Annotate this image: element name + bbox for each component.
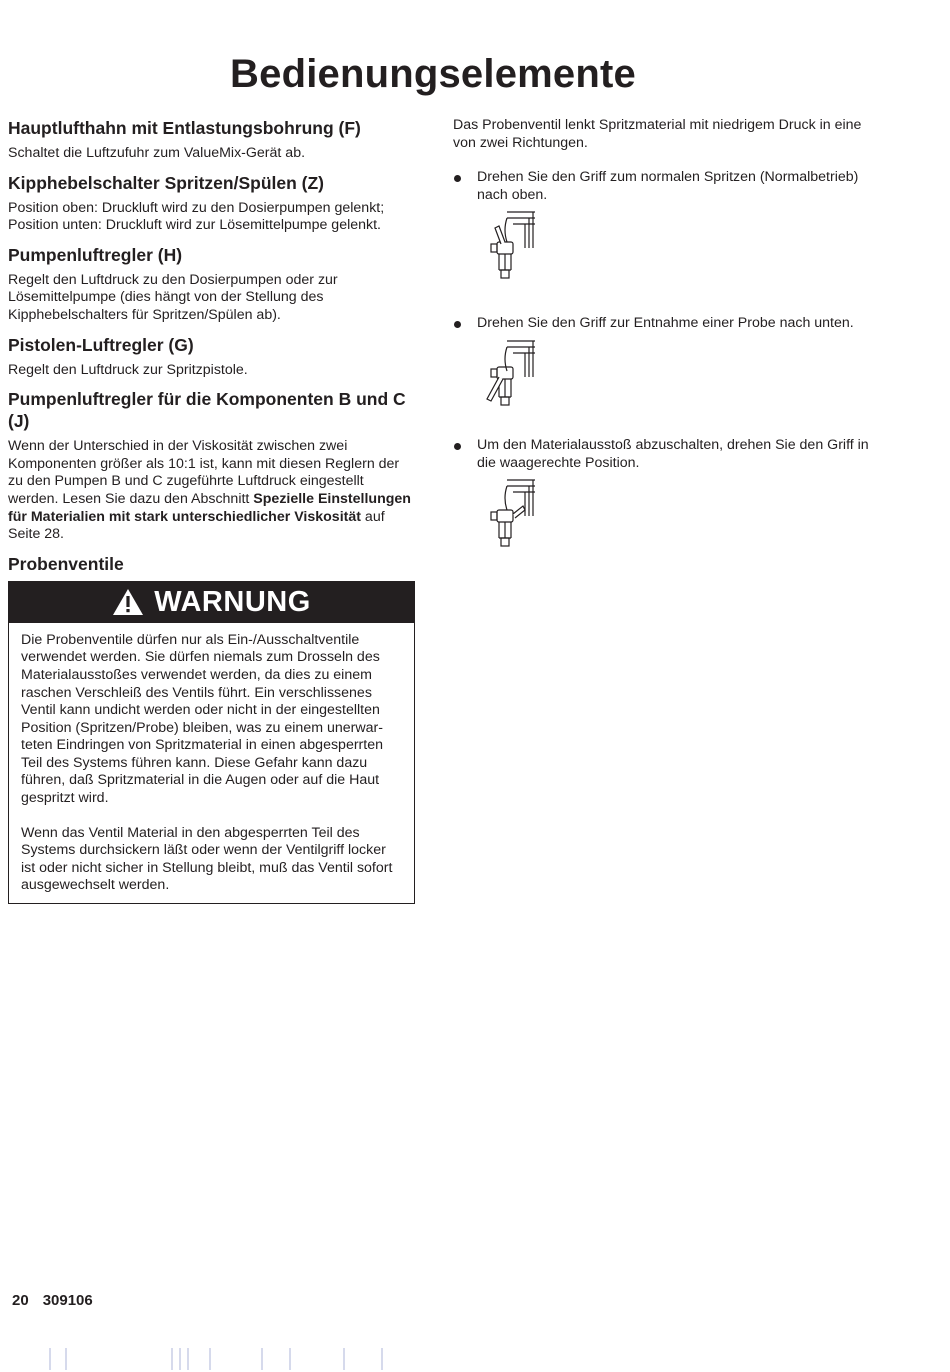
page-footer <box>12 1292 107 1309</box>
section-heading: Pumpenluftregler für die Komponenten B und C (J) <box>8 389 406 432</box>
valve-handle-horizontal-icon <box>477 476 537 548</box>
page-title: Bedienungselemente <box>230 52 636 96</box>
left-column <box>8 117 414 906</box>
valve-handle-up-icon <box>477 208 537 280</box>
scan-artifact-lines <box>0 1348 950 1370</box>
valve-handle-down-icon <box>477 337 537 409</box>
section-text: Schaltet die Luftzufuhr zum ValueMix-Gerät ab. <box>8 145 306 161</box>
warning-paragraph: Wenn das Ventil Material in den abgesperrten Teil des Systems durchsickern läßt oder wenn der Ventilgriff locker ist oder nicht sicher in Stellung bleibt, muß das Ventil sofort ausgewechselt werden. <box>21 824 393 894</box>
intro-text: Das Probenventil lenkt Spritzmaterial mit niedrigem Druck in eine von zwei Richtungen. <box>453 117 862 151</box>
warning-triangle-icon <box>112 588 144 616</box>
document-number: 309106 <box>42 1292 93 1309</box>
section-main-air-valve <box>8 117 414 163</box>
section-text: Regelt den Luftdruck zu den Dosierpumpen oder zur Lösemittelpumpe (dies hängt von der Stellung des Kipphebelschalters für Spritzen/Spülen ab). <box>8 271 338 323</box>
cross-reference: Spezielle Einstellungen für Materialien mit stark unterschiedlicher Viskosität <box>8 490 411 525</box>
bullet-icon <box>454 443 461 450</box>
section-text: Wenn der Unterschied in der Viskosität zwischen zwei Komponenten größer als 10:1 ist, kann mit diesen Reglern der zu den Pumpen B und C zugeführte Luftdruck eingestellt werden. Lesen Sie dazu den Abschnitt Spezielle Einstellungen für Materialien mit stark unterschiedlicher Viskosität auf Seite 28. <box>8 438 411 543</box>
section-text: Regelt den Luftdruck zur Spritzpistole. <box>8 361 248 378</box>
list-item-text: Drehen Sie den Griff zum normalen Spritzen (Normalbetrieb) nach oben. <box>477 169 859 203</box>
section-component-air-regulators <box>8 388 414 544</box>
bullet-icon <box>454 175 461 182</box>
bullet-icon <box>454 321 461 328</box>
section-gun-air-regulator <box>8 334 414 380</box>
warning-paragraph: Die Probenventile dürfen nur als Ein-/Ausschaltventile verwendet werden. Sie dürfen niemals zum Drosseln des Materialausstoßes verwendet werden, da dies zu einem raschen Verschleiß des Ventils führt. Ein verschlissenes Ventil kann undicht werden oder nicht in der eingestellten Position (Spritzen/Probe) bleiben, was zu einem unerwarteten Eindringen von Spritzmaterial in einen abgesperrten Teil des Systems führen kann. Diese Gefahr kann dazu führen, daß Spritzmaterial in die Augen oder auf die Haut gespritzt wird. <box>21 631 384 807</box>
warning-body <box>9 623 414 903</box>
section-heading: Pistolen-Luftregler (G) <box>8 334 194 355</box>
section-spray-flush-switch <box>8 172 414 235</box>
section-heading: Hauptlufthahn mit Entlastungsbohrung (F) <box>8 118 361 138</box>
list-item-text: Drehen Sie den Griff zur Entnahme einer Probe nach unten. <box>477 315 854 332</box>
section-text: Position oben: Druckluft wird zu den Dosierpumpen gelenkt; Position unten: Druckluft wird zur Lösemittelpumpe gelenkt. <box>8 199 385 234</box>
list-item-text: Um den Materialausstoß abzuschalten, drehen Sie den Griff in die waagerechte Position. <box>477 436 869 471</box>
section-heading: Probenventile <box>8 553 124 574</box>
warning-header <box>9 582 414 623</box>
list-item <box>453 315 873 409</box>
section-heading: Kipphebelschalter Spritzen/Spülen (Z) <box>8 172 325 193</box>
section-heading: Pumpenluftregler (H) <box>8 244 183 265</box>
warning-box <box>8 581 415 904</box>
right-column <box>453 117 873 548</box>
page-number: 20 <box>12 1292 29 1309</box>
list-item <box>453 437 873 548</box>
section-sample-valves <box>8 553 414 904</box>
list-item <box>453 169 873 280</box>
section-pump-air-regulator <box>8 244 414 325</box>
warning-title: WARNUNG <box>154 585 311 618</box>
